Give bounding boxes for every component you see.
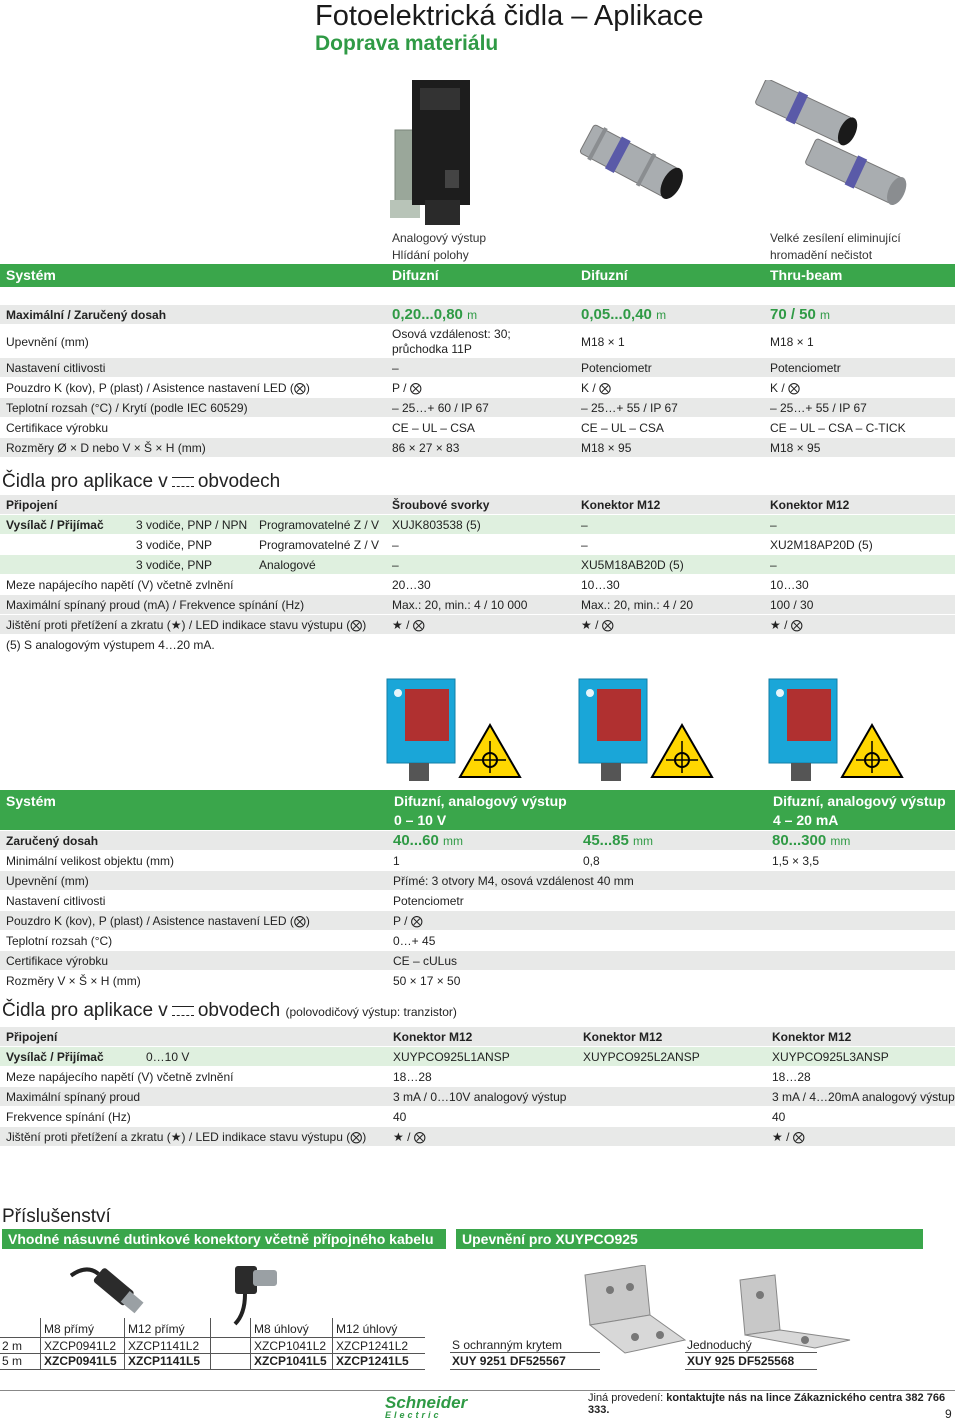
sensor-photo-xuypco-3 <box>767 675 907 785</box>
connector-header: M12 úhlový <box>336 1322 398 1336</box>
page-subtitle: Doprava materiálu <box>315 32 499 55</box>
footer-divider <box>0 1390 955 1391</box>
cell-value: XU2M18AP20D (5) <box>770 538 873 552</box>
cell-value: 86 × 27 × 83 <box>392 441 460 455</box>
system-value: Thru-beam <box>770 267 843 283</box>
cell-value: Přímé: 3 otvory M4, osová vzdálenost 40 mm <box>393 874 634 888</box>
cell-value: XUYPCO925L3ANSP <box>772 1050 889 1064</box>
sensor-photo-xuypco-1 <box>385 675 525 785</box>
cell-value: XU5M18AB20D (5) <box>581 558 684 572</box>
cell-value: Konektor M12 <box>772 1030 852 1044</box>
row-label: Pouzdro K (kov), P (plast) / Asistence nastavení LED (⨂) <box>6 381 310 395</box>
cell-value: ★ / ⨂ <box>770 618 803 632</box>
cell-value: K / ⨂ <box>581 381 612 395</box>
sensor-photo-xuypco-2 <box>577 675 717 785</box>
col-note-line: Analogový výstup <box>392 231 487 245</box>
sensor-photo-rectangular <box>390 60 500 230</box>
cell-value: 18…28 <box>772 1070 811 1084</box>
col-note-line: Hlídání polohy <box>392 248 469 262</box>
row-label: Rozměry V × Š × H (mm) <box>6 974 141 988</box>
accessories-bar-connectors: Vhodné násuvné dutinkové konektory včetně přípojného kabelu <box>2 1229 446 1249</box>
col-note-line: Velké zesílení eliminující <box>770 231 901 245</box>
connector-header: M8 přímý <box>44 1322 95 1336</box>
cell-value: – <box>581 518 588 532</box>
table-row <box>0 891 955 911</box>
table-row <box>0 305 955 325</box>
row-label: Maximální / Zaručený dosah <box>6 308 167 322</box>
row-label: Maximální spínaný proud (mA) / Frekvence spínání (Hz) <box>6 598 305 612</box>
row-label: Připojení <box>6 498 58 512</box>
cell-value: M18 × 95 <box>770 441 821 455</box>
cell-value: XUJK803538 (5) <box>392 518 481 532</box>
system-label: Systém <box>6 793 56 809</box>
system-value: 4 – 20 mA <box>773 812 839 828</box>
cell-value: Potenciometr <box>393 894 464 908</box>
system-value: Difuzní <box>392 267 439 283</box>
connector-table <box>0 1318 440 1370</box>
schneider-logo: Schneider Electric <box>385 1393 468 1420</box>
footnote: (5) S analogovým výstupem 4…20 mA. <box>6 638 215 652</box>
cell-value: 3 vodiče, PNP <box>136 558 213 572</box>
table-row <box>0 911 955 931</box>
cell-value: XZCP0941L2 <box>44 1339 117 1353</box>
cell-value: Programovatelné Z / V <box>259 518 380 532</box>
cell-value: 0,8 <box>583 854 600 868</box>
row-label: Připojení <box>6 1030 58 1044</box>
row-label: Vysílač / Přijímač <box>6 1050 104 1064</box>
cell-value: Analogové <box>259 558 316 572</box>
table-row <box>0 851 955 871</box>
cell-value: – <box>770 518 777 532</box>
table-row <box>0 358 955 378</box>
row-label: Teplotní rozsah (°C) <box>6 934 113 948</box>
range-value: 70 / 50 m <box>770 306 831 323</box>
cell-value: CE – cULus <box>393 954 458 968</box>
sensor-photo-thru-beam <box>750 80 925 220</box>
system-value: Difuzní <box>581 267 628 283</box>
row-label: Vysílač / Přijímač <box>6 518 104 532</box>
table-row <box>0 1107 955 1127</box>
cell-value: XZCP1241L2 <box>336 1339 409 1353</box>
row-label: Nastavení citlivosti <box>6 361 106 375</box>
cell-value: P / ⨂ <box>392 381 422 395</box>
cell-value: – <box>392 361 399 375</box>
column-note <box>770 230 901 264</box>
cell-value: Programovatelné Z / V <box>259 538 380 552</box>
range-value: 45...85 mm <box>583 832 654 849</box>
mount-label: S ochranným krytem <box>452 1338 563 1352</box>
table-row <box>0 971 955 991</box>
row-label: 2 m <box>2 1339 23 1353</box>
system-value: 0 – 10 V <box>394 812 447 828</box>
table-row <box>0 378 955 398</box>
table-row <box>0 418 955 438</box>
section-title: Čidla pro aplikace v obvodech <box>2 471 281 492</box>
row-label: Zaručený dosah <box>6 834 99 848</box>
cell-value: XZCP1041L2 <box>254 1339 327 1353</box>
cell-value: Konektor M12 <box>393 1030 473 1044</box>
table-row <box>0 1047 955 1067</box>
cell-value: Potenciometr <box>770 361 841 375</box>
cell-value: 3 mA / 4…20mA analogový výstup <box>772 1090 955 1104</box>
cell-value: Konektor M12 <box>581 498 661 512</box>
cell-value: K / ⨂ <box>770 381 801 395</box>
row-label: Certifikace výrobku <box>6 954 109 968</box>
cell-value: – 25…+ 60 / IP 67 <box>392 401 489 415</box>
cell-value: 3 mA / 0…10V analogový výstup <box>393 1090 567 1104</box>
cell-value: průchodka 11P <box>392 342 472 356</box>
row-label: Pouzdro K (kov), P (plast) / Asistence nastavení LED (⨂) <box>6 914 310 928</box>
cell-value: ★ / ⨂ <box>772 1130 805 1144</box>
table-row <box>0 931 955 951</box>
connector-header: M8 úhlový <box>254 1322 309 1336</box>
cell-value: 40 <box>393 1110 407 1124</box>
cell-value: – <box>581 538 588 552</box>
cell-value: XZCP1041L5 <box>254 1354 327 1368</box>
system-header-bar-2 <box>0 790 955 830</box>
cell-value: 100 / 30 <box>770 598 814 612</box>
page-number: 9 <box>945 1407 952 1420</box>
table-row <box>0 1087 955 1107</box>
row-label: Upevnění (mm) <box>6 874 89 888</box>
section-title: Čidla pro aplikace v obvodech (polovodičový výstup: tranzistor) <box>2 1000 457 1021</box>
row-label: Teplotní rozsah (°C) / Krytí (podle IEC 60529) <box>6 401 248 415</box>
row-label: Upevnění (mm) <box>6 335 89 349</box>
cell-value: M18 × 95 <box>581 441 632 455</box>
cell-value: P / ⨂ <box>393 914 423 928</box>
system-label: Systém <box>6 267 56 283</box>
row-label: Rozměry Ø × D nebo V × Š × H (mm) <box>6 441 206 455</box>
cell-value: Konektor M12 <box>583 1030 663 1044</box>
row-label: Minimální velikost objektu (mm) <box>6 854 175 868</box>
cell-value: 1 <box>393 854 400 868</box>
system-value: Difuzní, analogový výstup <box>773 793 946 809</box>
table-row <box>0 1027 955 1047</box>
cell-value: 10…30 <box>770 578 809 592</box>
cell-value: 18…28 <box>393 1070 432 1084</box>
cell-value: 1,5 × 3,5 <box>772 854 820 868</box>
range-value: 0,20...0,80 m <box>392 306 478 323</box>
system-header-bar <box>0 264 955 287</box>
cell-value: ★ / ⨂ <box>581 618 614 632</box>
cell-value: – <box>770 558 777 572</box>
table-row <box>0 438 955 458</box>
cell-value: Max.: 20, min.: 4 / 20 <box>581 598 694 612</box>
cell-value: XZCP1141L5 <box>128 1354 201 1368</box>
accessories-title: Příslušenství <box>2 1206 111 1227</box>
table-row <box>0 575 955 595</box>
cell-value: XUYPCO925L2ANSP <box>583 1050 700 1064</box>
cell-value: Šroubové svorky <box>392 498 490 512</box>
cell-value: – 25…+ 55 / IP 67 <box>770 401 867 415</box>
page-title: Fotoelektrická čidla – Aplikace <box>315 0 704 32</box>
footer-contact: Jiná provedení: kontaktujte nás na lince Zákaznického centra 382 766 333. <box>588 1392 946 1416</box>
cell-value: Konektor M12 <box>770 498 850 512</box>
cell-value: XZCP0941L5 <box>44 1354 117 1368</box>
table-row <box>0 595 955 615</box>
range-value: 80...300 mm <box>772 832 851 849</box>
table-row <box>0 831 955 851</box>
cell-value: 20…30 <box>392 578 431 592</box>
table-row <box>0 398 955 418</box>
cell-value: Osová vzdálenost: 30; <box>392 327 511 341</box>
sensor-photo-m18-cylindrical <box>575 110 695 220</box>
cell-value: – 25…+ 55 / IP 67 <box>581 401 678 415</box>
accessories-bar-mounting: Upevnění pro XUYPCO925 <box>456 1229 923 1249</box>
system-value: Difuzní, analogový výstup <box>394 793 567 809</box>
table-row <box>0 1067 955 1087</box>
spec-table-1 <box>0 305 955 458</box>
table-row <box>0 535 955 555</box>
cell-value: 40 <box>772 1110 786 1124</box>
range-value: 0,05...0,40 m <box>581 306 667 323</box>
col-note-line: hromadění nečistot <box>770 248 873 262</box>
row-label: Jištění proti přetížení a zkratu (★) / LED indikace stavu výstupu (⨂) <box>6 618 367 632</box>
cell-value: 3 vodiče, PNP <box>136 538 213 552</box>
dc-symbol-icon <box>172 477 194 487</box>
cell-value: CE – UL – CSA – C-TICK <box>770 421 906 435</box>
table-row <box>0 1127 955 1147</box>
cell-value: 0…10 V <box>146 1050 190 1064</box>
range-value: 40...60 mm <box>393 832 464 849</box>
cell-value: – <box>392 538 399 552</box>
row-label: Frekvence spínání (Hz) <box>6 1110 131 1124</box>
table-row <box>0 495 955 515</box>
cell-value: ★ / ⨂ <box>393 1130 426 1144</box>
row-label: Certifikace výrobku <box>6 421 109 435</box>
cell-value: – <box>392 558 399 572</box>
table-row <box>0 951 955 971</box>
cell-value: XUYPCO925L1ANSP <box>393 1050 510 1064</box>
row-label: Meze napájecího napětí (V) včetně zvlnění <box>6 1070 234 1084</box>
row-label: Maximální spínaný proud <box>6 1090 141 1104</box>
cell-value: XZCP1241L5 <box>336 1354 409 1368</box>
row-label: Meze napájecího napětí (V) včetně zvlnění <box>6 578 234 592</box>
cell-value: 3 vodiče, PNP / NPN <box>136 518 248 532</box>
table-row <box>0 555 955 575</box>
table-row <box>0 635 955 655</box>
column-note <box>392 230 486 264</box>
dc-symbol-icon <box>172 1006 194 1016</box>
spec-table-2 <box>0 831 955 991</box>
connector-photo-angled <box>215 1256 305 1326</box>
row-label: Jištění proti přetížení a zkratu (★) / LED indikace stavu výstupu (⨂) <box>6 1130 367 1144</box>
mounting-table <box>450 1336 820 1372</box>
row-label: 5 m <box>2 1354 23 1368</box>
table-row <box>0 871 955 891</box>
spec-table-1b <box>0 495 955 655</box>
cell-value: CE – UL – CSA <box>392 421 475 435</box>
connector-header: M12 přímý <box>128 1322 185 1336</box>
table-row <box>0 325 955 358</box>
cell-value: Potenciometr <box>581 361 652 375</box>
cell-value: 0…+ 45 <box>393 934 436 948</box>
cell-value: ★ / ⨂ <box>392 618 425 632</box>
spec-table-2b <box>0 1027 955 1147</box>
cell-value: 10…30 <box>581 578 620 592</box>
cell-value: CE – UL – CSA <box>581 421 664 435</box>
mount-label: Jednoduchý <box>687 1338 752 1352</box>
table-row <box>0 515 955 535</box>
mount-code: XUY 9251 DF525567 <box>452 1354 566 1368</box>
cell-value: Max.: 20, min.: 4 / 10 000 <box>392 598 528 612</box>
table-row <box>0 615 955 635</box>
cell-value: XZCP1141L2 <box>128 1339 200 1353</box>
mount-code: XUY 925 DF525568 <box>687 1354 795 1368</box>
row-label: Nastavení citlivosti <box>6 894 106 908</box>
cell-value: M18 × 1 <box>581 335 625 349</box>
cell-value: M18 × 1 <box>770 335 814 349</box>
cell-value: 50 × 17 × 50 <box>393 974 461 988</box>
